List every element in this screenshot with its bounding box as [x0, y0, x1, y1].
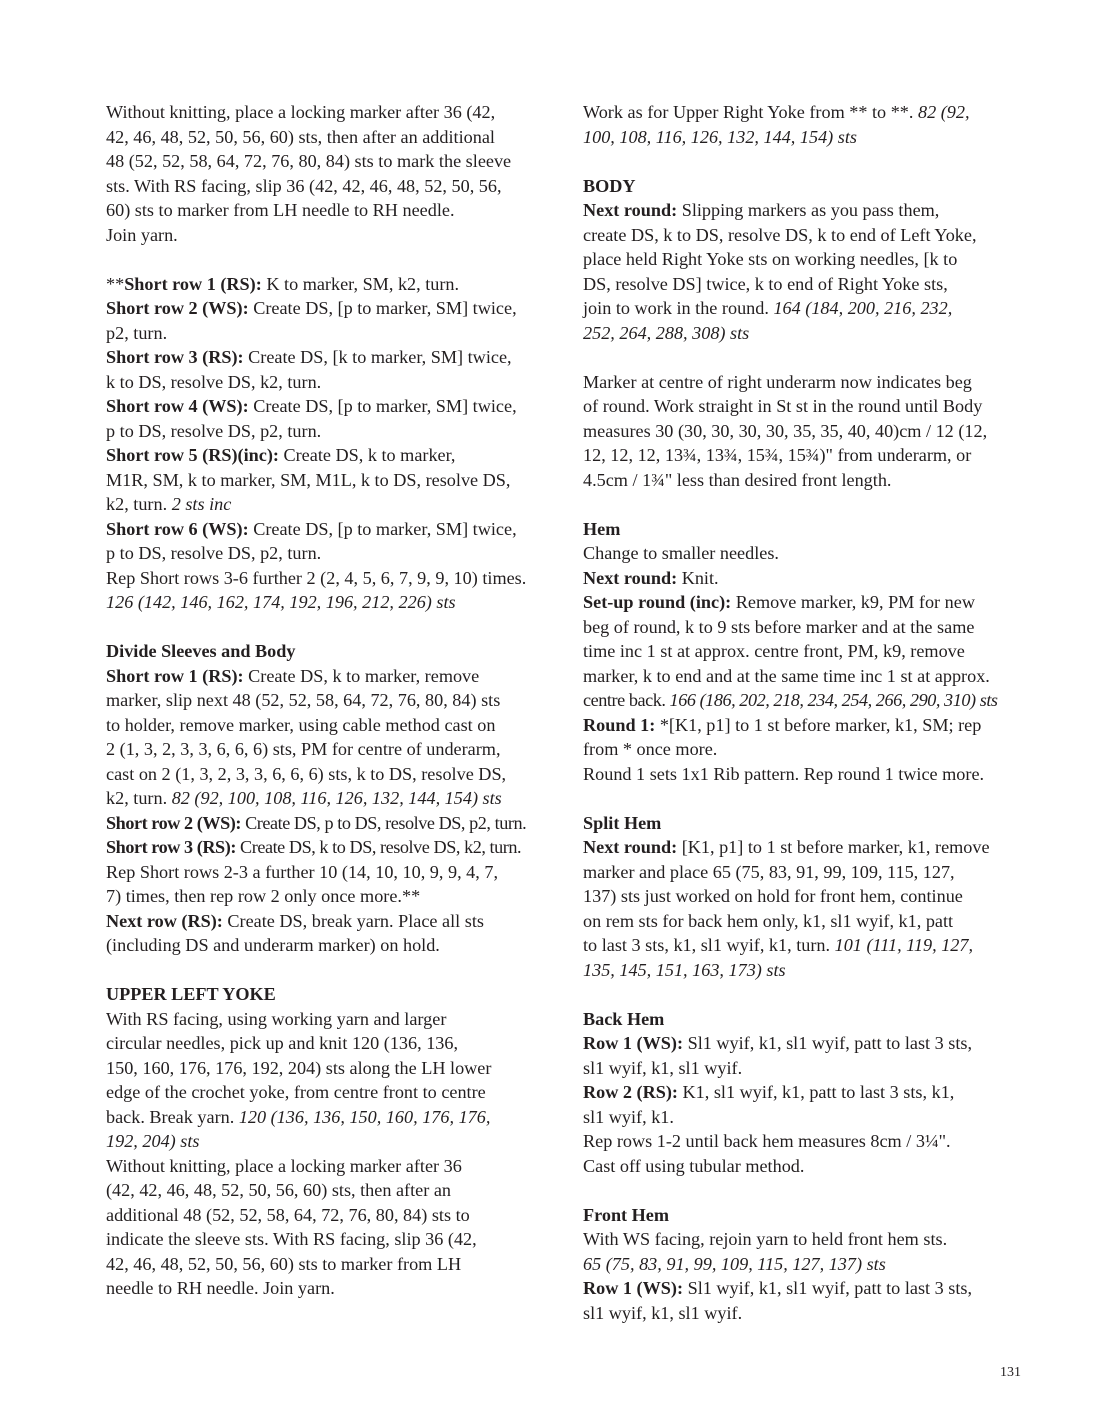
- section-heading: Hem: [583, 518, 621, 539]
- text-line: [583, 1301, 1033, 1326]
- line-text: 60) sts to marker from LH needle to RH needle.: [106, 200, 455, 220]
- stitch-count: 100, 108, 116, 126, 132, 144, 154) sts: [583, 126, 857, 147]
- line-text: [K1, p1] to 1 st before marker, k1, remove: [677, 837, 990, 857]
- text-line: [106, 468, 556, 493]
- stitch-count: 82 (92,: [917, 102, 970, 122]
- bold-label: Short row 2 (WS):: [106, 298, 249, 318]
- text-line: [106, 933, 556, 958]
- line-text: *[K1, p1] to 1 st before marker, k1, SM; rep: [655, 714, 982, 735]
- line-text: Change to smaller needles.: [583, 543, 779, 563]
- left-intro: [106, 100, 556, 247]
- text-line: [106, 1154, 556, 1179]
- bold-label: Row 1 (WS):: [583, 1033, 684, 1053]
- line-text: needle to RH needle. Join yarn.: [106, 1278, 335, 1298]
- text-line: [583, 1252, 1033, 1277]
- text-line: [106, 100, 556, 125]
- line-text: M1R, SM, k to marker, SM, M1L, k to DS, resolve DS,: [106, 469, 511, 490]
- text-line: [583, 737, 1033, 762]
- text-line: [106, 198, 556, 223]
- section-heading: Front Hem: [583, 1204, 670, 1225]
- line-text: Create DS, k to marker, remove: [243, 665, 480, 686]
- line-text: sl1 wyif, k1.: [583, 1106, 674, 1127]
- line-text: 4.5cm / 1¾" less than desired front length.: [583, 469, 892, 490]
- text-line: [106, 688, 556, 713]
- line-text: DS, resolve DS] twice, k to end of Right Yoke sts,: [583, 273, 948, 294]
- line-text: Rep Short rows 3-6 further 2 (2, 4, 5, 6, 7, 9, 9, 10) times.: [106, 567, 527, 588]
- text-line: [583, 541, 1033, 566]
- text-line: [106, 713, 556, 738]
- hem-section: [583, 517, 1033, 787]
- text-line: [583, 566, 1033, 591]
- text-line: [583, 639, 1033, 664]
- upper-left-yoke-section: [106, 982, 556, 1301]
- stitch-count: 2 sts inc: [171, 494, 232, 514]
- short-rows-section: [106, 272, 556, 615]
- line-text: indicate the sleeve sts. With RS facing, slip 36 (42,: [106, 1229, 477, 1249]
- text-line: [583, 370, 1033, 395]
- section-body: [583, 1227, 1033, 1325]
- text-line: [583, 1056, 1033, 1081]
- bold-label: Row 2 (RS):: [583, 1082, 678, 1102]
- text-line: [106, 1105, 556, 1130]
- bold-label: Short row 3 (RS):: [106, 347, 244, 367]
- line-text: create DS, k to DS, resolve DS, k to end of Left Yoke,: [583, 224, 977, 245]
- section-heading: UPPER LEFT YOKE: [106, 984, 276, 1004]
- line-text: from * once more.: [583, 739, 718, 759]
- text-line: [583, 1080, 1033, 1105]
- section-heading: BODY: [583, 175, 636, 196]
- page-number: 131: [1000, 1365, 1021, 1380]
- text-line: [106, 517, 556, 542]
- bold-label: Row 1 (WS):: [583, 1278, 684, 1298]
- text-line: [583, 1129, 1033, 1154]
- stitch-count: 166 (186, 202, 218, 234, 254, 266, 290, 310) sts: [669, 690, 998, 710]
- line-text: Create DS, k to marker,: [278, 445, 456, 465]
- line-text: of round. Work straight in St st in the round until Body: [583, 396, 983, 416]
- text-line: [106, 835, 556, 860]
- text-line: [583, 860, 1033, 885]
- line-text: Create DS, p to DS, resolve DS, p2, turn.: [240, 812, 527, 833]
- text-line: [106, 737, 556, 762]
- line-text: Without knitting, place a locking marker after 36: [106, 1155, 462, 1176]
- text-line: [106, 566, 556, 591]
- line-text: 137) sts just worked on hold for front hem, continue: [583, 886, 963, 906]
- line-text: Knit.: [677, 567, 719, 588]
- stitch-count: 135, 145, 151, 163, 173) sts: [583, 959, 786, 980]
- text-line: [583, 1227, 1033, 1252]
- text-line: [106, 125, 556, 150]
- stitch-count: 120 (136, 136, 150, 160, 176, 176,: [238, 1106, 491, 1127]
- stitch-count: 101 (111, 119, 127,: [834, 935, 974, 955]
- text-line: [106, 762, 556, 787]
- text-line: [583, 1154, 1033, 1179]
- section-body: [106, 664, 556, 958]
- marker-paragraph: [583, 370, 1033, 493]
- right-column: [583, 100, 1033, 1350]
- line-text: Create DS, [p to marker, SM] twice,: [248, 298, 517, 318]
- text-line: [583, 1276, 1033, 1301]
- line-text: 42, 46, 48, 52, 50, 56, 60) sts, then after an additional: [106, 126, 495, 147]
- text-line: [106, 1056, 556, 1081]
- line-text: Remove marker, k9, PM for new: [731, 592, 975, 612]
- line-text: place held Right Yoke sts on working needles, [k to: [583, 249, 958, 269]
- text-line: [583, 615, 1033, 640]
- section-body: [583, 1031, 1033, 1178]
- line-text: (42, 42, 46, 48, 52, 50, 56, 60) sts, then after an: [106, 1180, 452, 1200]
- line-text: circular needles, pick up and knit 120 (136, 136,: [106, 1033, 459, 1053]
- text-line: [106, 1203, 556, 1228]
- line-text: With WS facing, rejoin yarn to held front hem sts.: [583, 1229, 948, 1249]
- line-text: 12, 12, 12, 13¾, 13¾, 15¾, 15¾)" from underarm, or: [583, 445, 972, 465]
- bold-label: Short row 3 (RS):: [106, 837, 236, 857]
- text-line: [106, 419, 556, 444]
- line-text: to last 3 sts, k1, sl1 wyif, k1, turn.: [583, 935, 835, 955]
- section-body: [583, 835, 1033, 982]
- line-text: on rem sts for back hem only, k1, sl1 wyif, k1, patt: [583, 910, 954, 931]
- bold-label: Short row 1 (RS):: [124, 273, 262, 294]
- text-line: [106, 370, 556, 395]
- line-text: cast on 2 (1, 3, 2, 3, 3, 6, 6, 6) sts, k to DS, resolve DS,: [106, 763, 507, 784]
- text-line: [106, 1007, 556, 1032]
- text-line: [106, 1178, 556, 1203]
- line-text: join to work in the round.: [583, 298, 774, 318]
- line-text: 48 (52, 52, 58, 64, 72, 76, 80, 84) sts to mark the sleeve: [106, 151, 512, 171]
- text-line: [106, 811, 556, 836]
- text-line: [583, 321, 1033, 346]
- line-text: (including DS and underarm marker) on hold.: [106, 935, 440, 955]
- line-text: 2 (1, 3, 2, 3, 3, 6, 6, 6) sts, PM for centre of underarm,: [106, 739, 501, 759]
- stitch-count: 192, 204) sts: [106, 1131, 200, 1151]
- line-text: time inc 1 st at approx. centre front, PM, k9, remove: [583, 641, 965, 661]
- split-hem-section: [583, 811, 1033, 983]
- line-text: Rep Short rows 2-3 a further 10 (14, 10, 10, 9, 9, 4, 7,: [106, 861, 498, 882]
- bold-label: Next round:: [583, 837, 678, 857]
- line-text: 42, 46, 48, 52, 50, 56, 60) sts to marker from LH: [106, 1253, 462, 1274]
- line-text: 7) times, then rep row 2 only once more.**: [106, 886, 421, 906]
- text-line: [106, 1080, 556, 1105]
- divide-sleeves-section: [106, 639, 556, 958]
- text-line: [583, 933, 1033, 958]
- text-line: [106, 1227, 556, 1252]
- section-body: [583, 541, 1033, 786]
- text-line: [106, 860, 556, 885]
- text-line: [106, 1129, 556, 1154]
- stitch-count: 126 (142, 146, 162, 174, 192, 196, 212, 226) sts: [106, 592, 456, 612]
- line-text: sl1 wyif, k1, sl1 wyif.: [583, 1057, 743, 1078]
- text-line: [583, 762, 1033, 787]
- text-line: [583, 835, 1033, 860]
- text-line: [583, 884, 1033, 909]
- text-line: [583, 958, 1033, 983]
- front-hem-section: [583, 1203, 1033, 1326]
- line-text: Slipping markers as you pass them,: [677, 200, 940, 220]
- line-text: back. Break yarn.: [106, 1106, 239, 1127]
- text-line: [583, 688, 1033, 713]
- line-text: additional 48 (52, 52, 58, 64, 72, 76, 80, 84) sts to: [106, 1204, 470, 1225]
- line-text: edge of the crochet yoke, from centre front to centre: [106, 1082, 486, 1102]
- text-line: [106, 174, 556, 199]
- bold-label: Next round:: [583, 567, 678, 588]
- section-heading: Back Hem: [583, 1008, 665, 1029]
- bold-label: Set-up round (inc):: [583, 592, 732, 612]
- line-text: Sl1 wyif, k1, sl1 wyif, patt to last 3 sts,: [683, 1278, 973, 1298]
- text-line: [106, 223, 556, 248]
- text-line: [106, 321, 556, 346]
- line-text: k2, turn.: [106, 494, 172, 514]
- text-line: [583, 394, 1033, 419]
- bold-label: Short row 2 (WS):: [106, 812, 241, 833]
- text-line: [106, 1031, 556, 1056]
- text-line: [583, 713, 1033, 738]
- line-text: Work as for Upper Right Yoke from ** to **.: [583, 102, 918, 122]
- stitch-count: 82 (92, 100, 108, 116, 126, 132, 144, 154) sts: [171, 788, 502, 808]
- line-text: With RS facing, using working yarn and larger: [106, 1008, 447, 1029]
- line-text: to holder, remove marker, using cable method cast on: [106, 714, 496, 735]
- right-intro: [583, 100, 1033, 149]
- stitch-count: 252, 264, 288, 308) sts: [583, 322, 750, 343]
- stitch-count: 65 (75, 83, 91, 99, 109, 115, 127, 137) sts: [583, 1253, 886, 1274]
- text-line: [583, 125, 1033, 150]
- text-line: [106, 1276, 556, 1301]
- text-line: [583, 223, 1033, 248]
- bold-label: Short row 6 (WS):: [106, 518, 249, 539]
- line-text: 150, 160, 176, 176, 192, 204) sts along the LH lower: [106, 1057, 492, 1078]
- text-line: [106, 296, 556, 321]
- text-line: [106, 909, 556, 934]
- line-text: Marker at centre of right underarm now indicates beg: [583, 371, 972, 392]
- line-text: Round 1 sets 1x1 Rib pattern. Rep round 1 twice more.: [583, 763, 985, 784]
- text-line: [106, 884, 556, 909]
- text-line: [106, 443, 556, 468]
- line-text: **: [106, 273, 125, 294]
- back-hem-section: [583, 1007, 1033, 1179]
- line-text: measures 30 (30, 30, 30, 30, 35, 35, 40, 40)cm / 12 (12,: [583, 420, 988, 441]
- line-text: K1, sl1 wyif, k1, patt to last 3 sts, k1,: [677, 1082, 955, 1102]
- line-text: marker, slip next 48 (52, 52, 58, 64, 72, 76, 80, 84) sts: [106, 690, 501, 710]
- line-text: Create DS, [p to marker, SM] twice,: [248, 396, 517, 416]
- line-text: Create DS, k to DS, resolve DS, k2, turn.: [235, 837, 522, 857]
- bold-label: Short row 4 (WS):: [106, 396, 249, 416]
- text-line: [583, 443, 1033, 468]
- text-line: [583, 198, 1033, 223]
- bold-label: Next round:: [583, 200, 678, 220]
- text-line: [106, 664, 556, 689]
- line-text: Without knitting, place a locking marker after 36 (42,: [106, 102, 496, 122]
- line-text: beg of round, k to 9 sts before marker and at the same: [583, 616, 975, 637]
- section-body: [106, 1007, 556, 1301]
- section-heading: Divide Sleeves and Body: [106, 641, 296, 661]
- text-line: [583, 468, 1033, 493]
- line-text: marker and place 65 (75, 83, 91, 99, 109, 115, 127,: [583, 861, 955, 882]
- bold-label: Next row (RS):: [106, 910, 223, 931]
- text-line: [106, 272, 556, 297]
- text-line: [583, 296, 1033, 321]
- line-text: p to DS, resolve DS, p2, turn.: [106, 420, 322, 441]
- line-text: Cast off using tubular method.: [583, 1155, 805, 1176]
- text-line: [583, 419, 1033, 444]
- bold-label: Short row 5 (RS)(inc):: [106, 445, 279, 465]
- text-line: [583, 664, 1033, 689]
- text-line: [106, 1252, 556, 1277]
- line-text: Create DS, [k to marker, SM] twice,: [243, 347, 512, 367]
- text-line: [106, 590, 556, 615]
- line-text: marker, k to end and at the same time inc 1 st at approx.: [583, 665, 990, 686]
- line-text: Create DS, break yarn. Place all sts: [222, 910, 484, 931]
- line-text: Sl1 wyif, k1, sl1 wyif, patt to last 3 sts,: [683, 1033, 973, 1053]
- text-line: [583, 272, 1033, 297]
- text-line: [583, 909, 1033, 934]
- text-line: [106, 492, 556, 517]
- bold-label: Short row 1 (RS):: [106, 665, 244, 686]
- text-line: [106, 786, 556, 811]
- left-column: [106, 100, 556, 1325]
- text-line: [106, 345, 556, 370]
- body-section: [583, 174, 1033, 346]
- line-text: p2, turn.: [106, 322, 168, 343]
- line-text: k2, turn.: [106, 788, 172, 808]
- line-text: Create DS, [p to marker, SM] twice,: [248, 518, 517, 539]
- text-line: [583, 590, 1033, 615]
- text-line: [583, 1031, 1033, 1056]
- line-text: k to DS, resolve DS, k2, turn.: [106, 371, 322, 392]
- text-line: [106, 149, 556, 174]
- line-text: sl1 wyif, k1, sl1 wyif.: [583, 1302, 743, 1323]
- line-text: Rep rows 1-2 until back hem measures 8cm / 3¼".: [583, 1131, 951, 1151]
- line-text: p to DS, resolve DS, p2, turn.: [106, 543, 322, 563]
- stitch-count: 164 (184, 200, 216, 232,: [773, 298, 953, 318]
- text-line: [583, 1105, 1033, 1130]
- section-body: [583, 198, 1033, 345]
- text-line: [106, 394, 556, 419]
- line-text: Join yarn.: [106, 224, 178, 245]
- text-line: [583, 100, 1033, 125]
- text-line: [106, 541, 556, 566]
- text-line: [583, 247, 1033, 272]
- line-text: centre back.: [583, 690, 670, 710]
- line-text: sts. With RS facing, slip 36 (42, 42, 46, 48, 52, 50, 56,: [106, 175, 502, 196]
- bold-label: Round 1:: [583, 714, 656, 735]
- line-text: K to marker, SM, k2, turn.: [261, 273, 460, 294]
- section-heading: Split Hem: [583, 812, 662, 833]
